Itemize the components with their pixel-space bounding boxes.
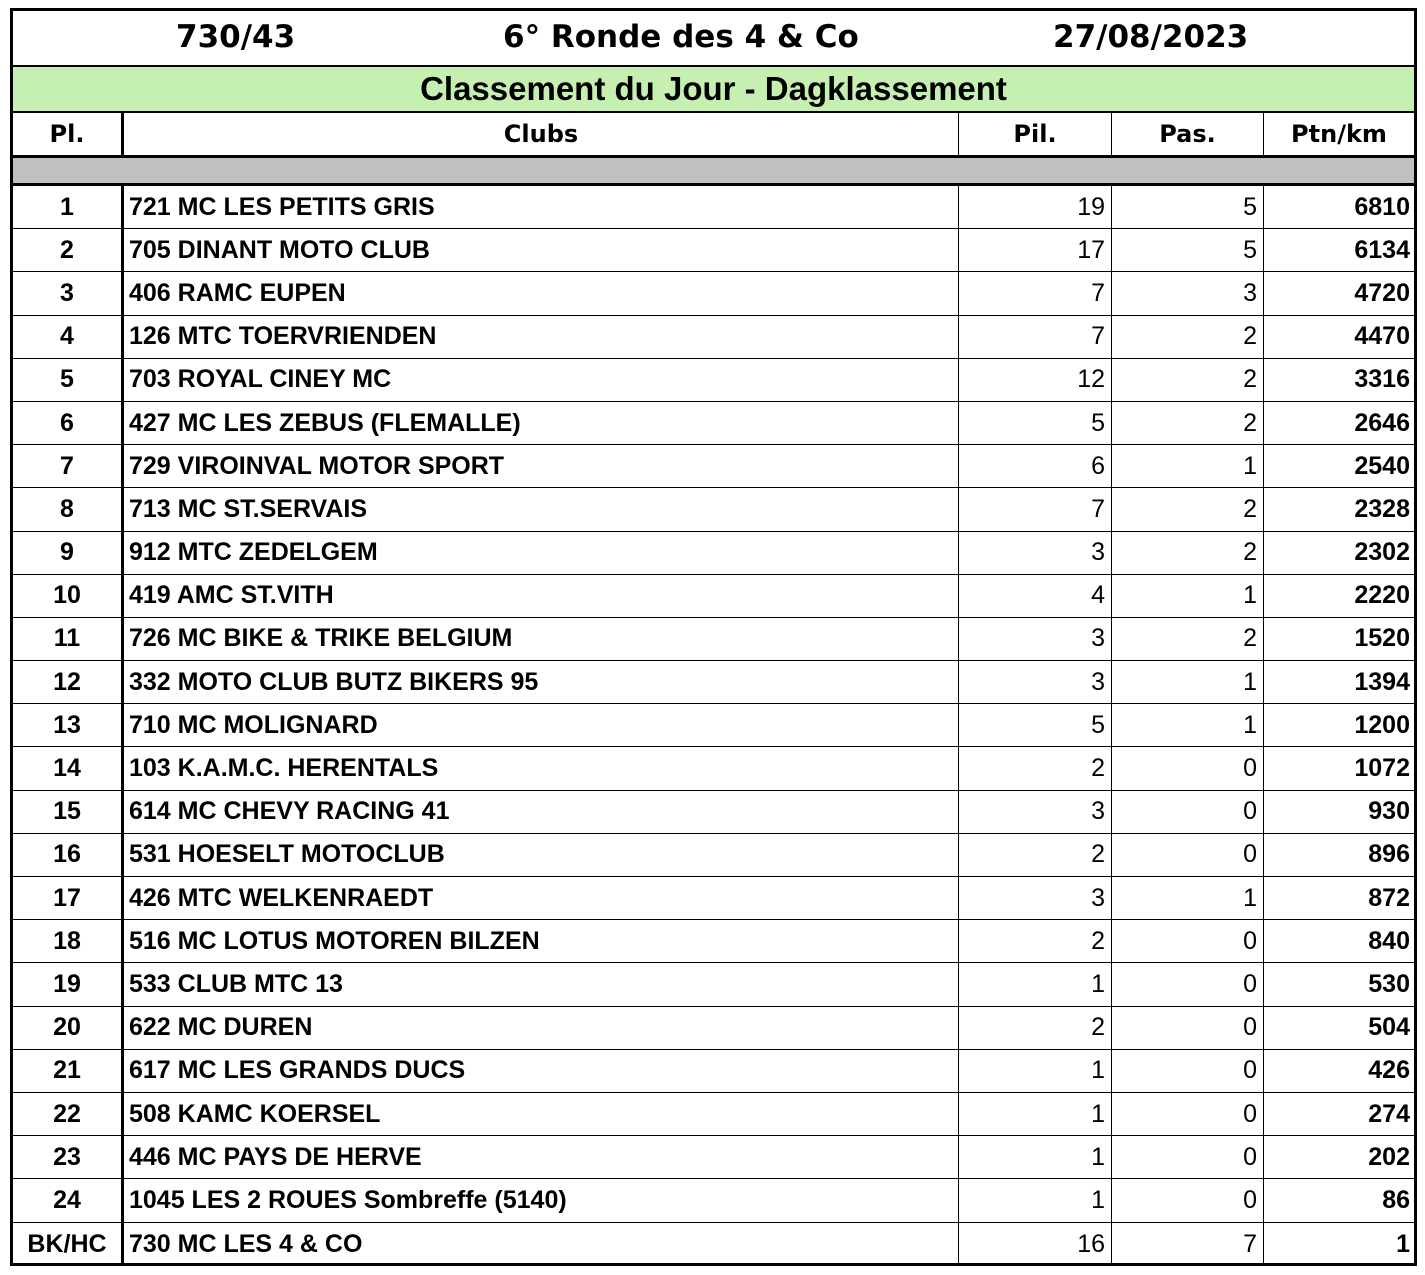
pilots-cell: 7 xyxy=(959,316,1112,358)
pilots-cell: 17 xyxy=(959,229,1112,271)
event-date: 27/08/2023 xyxy=(1053,19,1249,55)
club-cell: 710 MC MOLIGNARD xyxy=(124,704,959,746)
place-cell: 22 xyxy=(13,1093,124,1135)
passengers-cell: 0 xyxy=(1112,920,1264,962)
points-cell: 2220 xyxy=(1354,581,1410,610)
club-cell: 726 MC BIKE & TRIKE BELGIUM xyxy=(124,618,959,660)
pilots-cell: 2 xyxy=(959,1007,1112,1049)
club-cell: 533 CLUB MTC 13 xyxy=(124,963,959,1005)
points-cell: 426 xyxy=(1368,1056,1410,1085)
separator-band xyxy=(13,158,1414,186)
subtitle-row xyxy=(13,67,1414,113)
club-cell: 1045 LES 2 ROUES Sombreffe (5140) xyxy=(124,1179,959,1221)
points-cell: 504 xyxy=(1368,1013,1410,1042)
pilots-cell: 19 xyxy=(959,186,1112,228)
passengers-cell: 0 xyxy=(1112,747,1264,789)
pilots-cell: 3 xyxy=(959,791,1112,833)
table-row xyxy=(13,532,1414,575)
points-cell: 840 xyxy=(1368,926,1410,955)
table-row xyxy=(13,316,1414,359)
column-header-row xyxy=(13,113,1414,158)
table-row xyxy=(13,1093,1414,1136)
passengers-cell: 2 xyxy=(1112,618,1264,660)
club-cell: 729 VIROINVAL MOTOR SPORT xyxy=(124,445,959,487)
table-row xyxy=(13,618,1414,661)
points-cell: 1 xyxy=(1396,1229,1410,1258)
pilots-cell: 1 xyxy=(959,1136,1112,1178)
table-row xyxy=(13,920,1414,963)
place-cell: 21 xyxy=(13,1050,124,1092)
points-cell: 530 xyxy=(1368,969,1410,998)
pilots-cell: 2 xyxy=(959,834,1112,876)
points-cell: 872 xyxy=(1368,883,1410,912)
club-cell: 614 MC CHEVY RACING 41 xyxy=(124,791,959,833)
points-cell: 930 xyxy=(1368,797,1410,826)
classification-sheet xyxy=(10,8,1417,1266)
points-cell: 6810 xyxy=(1354,192,1410,221)
page-title: Classement du Jour - Dagklassement xyxy=(420,70,1007,107)
place-cell: 23 xyxy=(13,1136,124,1178)
passengers-cell: 1 xyxy=(1112,575,1264,617)
place-cell: 6 xyxy=(13,402,124,444)
ranking-table-body xyxy=(13,186,1414,1266)
passengers-cell: 0 xyxy=(1112,1007,1264,1049)
title-row xyxy=(13,11,1414,67)
header-clubs: Clubs xyxy=(124,113,959,155)
header-place: Pl. xyxy=(13,113,124,155)
table-row xyxy=(13,791,1414,834)
pilots-cell: 1 xyxy=(959,1050,1112,1092)
table-row xyxy=(13,445,1414,488)
passengers-cell: 2 xyxy=(1112,488,1264,530)
place-cell: 15 xyxy=(13,791,124,833)
points-cell: 6134 xyxy=(1354,235,1410,264)
place-cell: 13 xyxy=(13,704,124,746)
club-cell: 531 HOESELT MOTOCLUB xyxy=(124,834,959,876)
points-cell: 202 xyxy=(1368,1142,1410,1171)
club-cell: 419 AMC ST.VITH xyxy=(124,575,959,617)
points-cell: 1072 xyxy=(1354,754,1410,783)
table-row xyxy=(13,272,1414,315)
place-cell: 12 xyxy=(13,661,124,703)
points-cell: 274 xyxy=(1368,1099,1410,1128)
table-row xyxy=(13,1223,1414,1266)
club-cell: 332 MOTO CLUB BUTZ BIKERS 95 xyxy=(124,661,959,703)
passengers-cell: 2 xyxy=(1112,316,1264,358)
pilots-cell: 3 xyxy=(959,661,1112,703)
pilots-cell: 3 xyxy=(959,877,1112,919)
points-cell: 2540 xyxy=(1354,451,1410,480)
club-cell: 703 ROYAL CINEY MC xyxy=(124,359,959,401)
pilots-cell: 7 xyxy=(959,272,1112,314)
event-name: 6° Ronde des 4 & Co xyxy=(503,19,859,55)
pilots-cell: 2 xyxy=(959,920,1112,962)
table-row xyxy=(13,186,1414,229)
points-cell: 86 xyxy=(1382,1185,1410,1214)
table-row xyxy=(13,575,1414,618)
passengers-cell: 0 xyxy=(1112,963,1264,1005)
passengers-cell: 5 xyxy=(1112,229,1264,271)
points-cell: 4720 xyxy=(1354,278,1410,307)
table-row xyxy=(13,1179,1414,1222)
club-cell: 516 MC LOTUS MOTOREN BILZEN xyxy=(124,920,959,962)
club-cell: 705 DINANT MOTO CLUB xyxy=(124,229,959,271)
points-cell: 4470 xyxy=(1354,322,1410,351)
points-cell: 1394 xyxy=(1354,667,1410,696)
points-cell: 2328 xyxy=(1354,494,1410,523)
table-row xyxy=(13,229,1414,272)
table-row xyxy=(13,359,1414,402)
club-cell: 427 MC LES ZEBUS (FLEMALLE) xyxy=(124,402,959,444)
pilots-cell: 5 xyxy=(959,402,1112,444)
pilots-cell: 7 xyxy=(959,488,1112,530)
pilots-cell: 16 xyxy=(959,1223,1112,1266)
club-cell: 713 MC ST.SERVAIS xyxy=(124,488,959,530)
table-row xyxy=(13,963,1414,1006)
pilots-cell: 12 xyxy=(959,359,1112,401)
pilots-cell: 1 xyxy=(959,1179,1112,1221)
table-row xyxy=(13,488,1414,531)
place-cell: 11 xyxy=(13,618,124,660)
table-row xyxy=(13,1007,1414,1050)
place-cell: 14 xyxy=(13,747,124,789)
club-cell: 103 K.A.M.C. HERENTALS xyxy=(124,747,959,789)
pilots-cell: 1 xyxy=(959,963,1112,1005)
points-cell: 2646 xyxy=(1354,408,1410,437)
place-cell: 1 xyxy=(13,186,124,228)
club-cell: 721 MC LES PETITS GRIS xyxy=(124,186,959,228)
table-row xyxy=(13,1136,1414,1179)
place-cell: 18 xyxy=(13,920,124,962)
passengers-cell: 1 xyxy=(1112,661,1264,703)
pilots-cell: 3 xyxy=(959,618,1112,660)
place-cell: 17 xyxy=(13,877,124,919)
place-cell: BK/HC xyxy=(13,1223,124,1266)
club-cell: 126 MTC TOERVRIENDEN xyxy=(124,316,959,358)
points-cell: 2302 xyxy=(1354,538,1410,567)
passengers-cell: 5 xyxy=(1112,186,1264,228)
passengers-cell: 2 xyxy=(1112,359,1264,401)
place-cell: 7 xyxy=(13,445,124,487)
table-row xyxy=(13,402,1414,445)
club-cell: 617 MC LES GRANDS DUCS xyxy=(124,1050,959,1092)
points-cell: 1520 xyxy=(1354,624,1410,653)
event-code: 730/43 xyxy=(176,19,296,55)
passengers-cell: 0 xyxy=(1112,1093,1264,1135)
place-cell: 2 xyxy=(13,229,124,271)
table-row xyxy=(13,704,1414,747)
pilots-cell: 5 xyxy=(959,704,1112,746)
place-cell: 4 xyxy=(13,316,124,358)
passengers-cell: 1 xyxy=(1112,877,1264,919)
passengers-cell: 3 xyxy=(1112,272,1264,314)
passengers-cell: 0 xyxy=(1112,1050,1264,1092)
club-cell: 622 MC DUREN xyxy=(124,1007,959,1049)
points-cell: 1200 xyxy=(1354,710,1410,739)
header-pilots: Pil. xyxy=(959,113,1112,155)
passengers-cell: 7 xyxy=(1112,1223,1264,1266)
table-row xyxy=(13,834,1414,877)
place-cell: 10 xyxy=(13,575,124,617)
club-cell: 446 MC PAYS DE HERVE xyxy=(124,1136,959,1178)
club-cell: 406 RAMC EUPEN xyxy=(124,272,959,314)
place-cell: 3 xyxy=(13,272,124,314)
table-row xyxy=(13,877,1414,920)
pilots-cell: 4 xyxy=(959,575,1112,617)
club-cell: 730 MC LES 4 & CO xyxy=(124,1223,959,1266)
place-cell: 5 xyxy=(13,359,124,401)
pilots-cell: 3 xyxy=(959,532,1112,574)
place-cell: 20 xyxy=(13,1007,124,1049)
place-cell: 8 xyxy=(13,488,124,530)
place-cell: 24 xyxy=(13,1179,124,1221)
pilots-cell: 6 xyxy=(959,445,1112,487)
passengers-cell: 1 xyxy=(1112,445,1264,487)
passengers-cell: 2 xyxy=(1112,402,1264,444)
place-cell: 9 xyxy=(13,532,124,574)
header-passengers: Pas. xyxy=(1112,113,1264,155)
passengers-cell: 0 xyxy=(1112,1136,1264,1178)
passengers-cell: 2 xyxy=(1112,532,1264,574)
points-cell: 3316 xyxy=(1354,365,1410,394)
points-cell: 896 xyxy=(1368,840,1410,869)
header-points-km: Ptn/km xyxy=(1291,120,1387,148)
club-cell: 426 MTC WELKENRAEDT xyxy=(124,877,959,919)
place-cell: 19 xyxy=(13,963,124,1005)
table-row xyxy=(13,747,1414,790)
passengers-cell: 1 xyxy=(1112,704,1264,746)
table-row xyxy=(13,1050,1414,1093)
passengers-cell: 0 xyxy=(1112,1179,1264,1221)
club-cell: 912 MTC ZEDELGEM xyxy=(124,532,959,574)
table-row xyxy=(13,661,1414,704)
club-cell: 508 KAMC KOERSEL xyxy=(124,1093,959,1135)
pilots-cell: 1 xyxy=(959,1093,1112,1135)
pilots-cell: 2 xyxy=(959,747,1112,789)
passengers-cell: 0 xyxy=(1112,791,1264,833)
passengers-cell: 0 xyxy=(1112,834,1264,876)
place-cell: 16 xyxy=(13,834,124,876)
